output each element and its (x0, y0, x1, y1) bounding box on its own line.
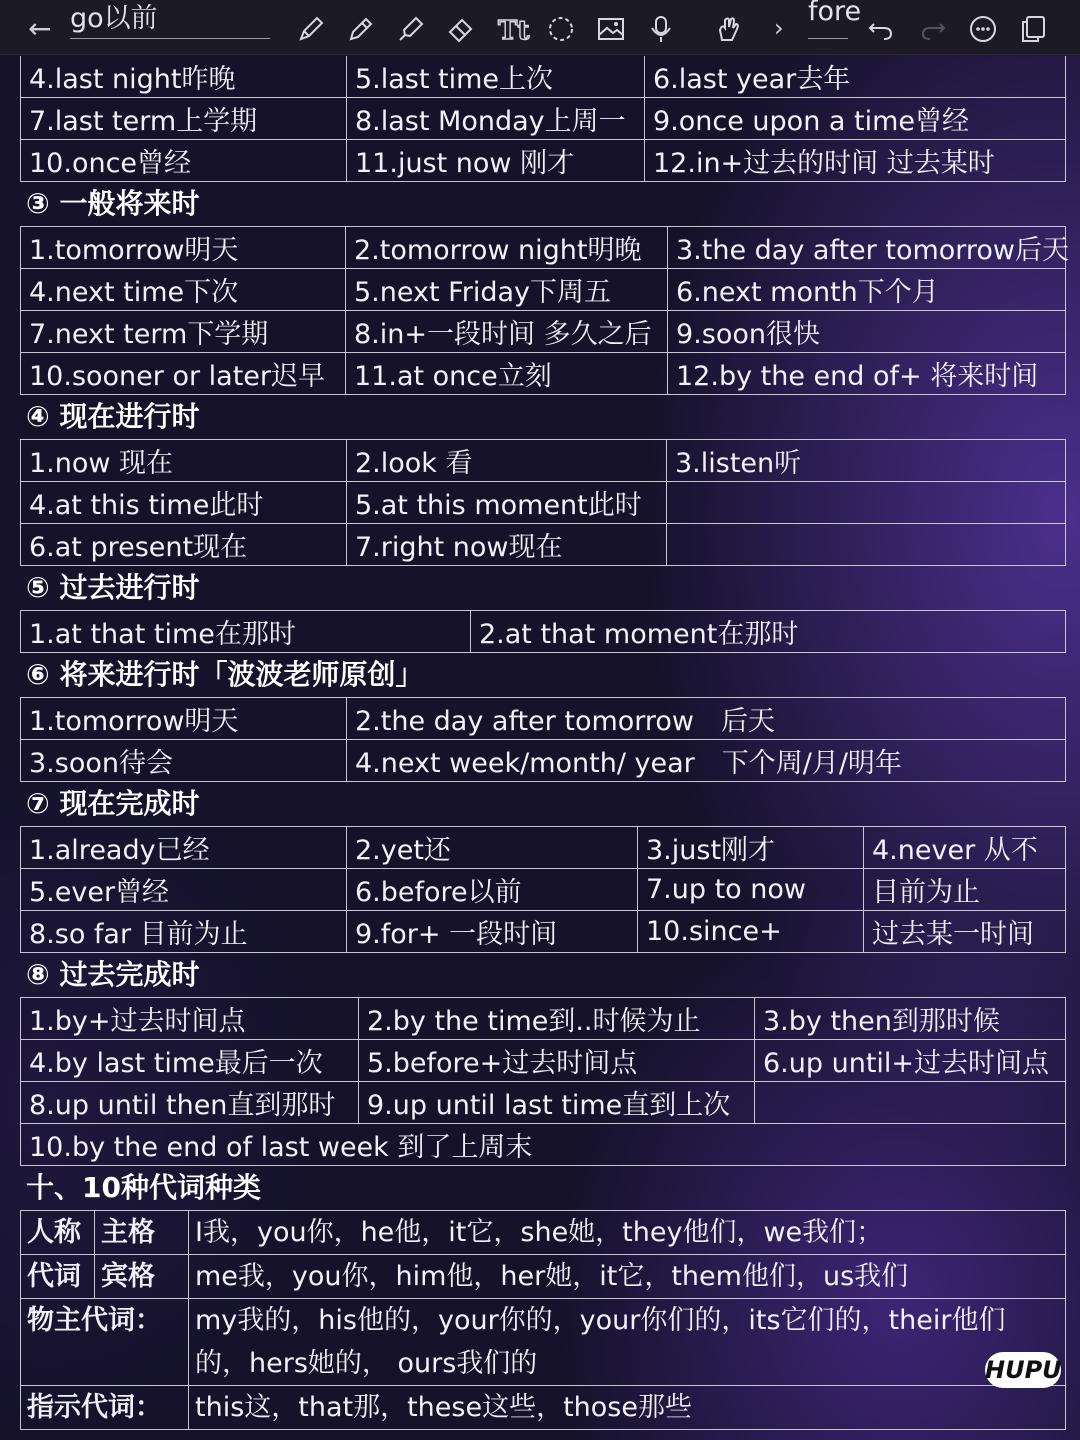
table-cell: 2.at that moment在那时 (471, 611, 1066, 653)
possessive-pronoun-label: 物主代词： (21, 1299, 189, 1386)
table-cell: 8.in+一段时间 多久之后 (346, 311, 668, 353)
table-cell: 7.last term上学期 (21, 98, 347, 140)
table-cell: 12.by the end of+ 将来时间 (668, 353, 1066, 395)
possessive-line-2: 的，hers她的， ours我们的 (195, 1348, 538, 1379)
table-cell: 6.before以前 (347, 869, 638, 911)
table-cell: 4.next week/month/ year 下个周/月/明年 (347, 740, 1066, 782)
table-row (21, 1386, 1066, 1430)
section-heading: ⑥ 将来进行时「波波老师原创」 (26, 658, 424, 691)
table-cell: 8.so far 目前为止 (21, 911, 347, 953)
highlighter-icon[interactable] (396, 14, 426, 44)
table-cell: 9.once upon a time曾经 (645, 98, 1066, 140)
table-row (21, 440, 1066, 482)
gesture-icon[interactable] (714, 14, 744, 44)
table-row (21, 611, 1066, 653)
table-row (21, 353, 1066, 395)
hupu-watermark-logo: HUPU (985, 1352, 1061, 1388)
toolbar (0, 0, 1080, 55)
table-cell: 1.by+过去时间点 (21, 998, 359, 1040)
table-cell: 5.at this moment此时 (347, 482, 667, 524)
past-progressive-table (20, 610, 1066, 653)
table-row (21, 740, 1066, 782)
table-cell: 4.never 从不 (864, 827, 1066, 869)
present-perfect-table (20, 826, 1066, 953)
past-perfect-table (20, 997, 1066, 1166)
table-cell: 5.before+过去时间点 (359, 1040, 755, 1082)
section-heading: 十、10种代词种类 (26, 1171, 261, 1204)
table-row (21, 1255, 1066, 1299)
table-row (21, 827, 1066, 869)
table-cell (667, 482, 1066, 524)
svg-text:Tt: Tt (498, 16, 530, 46)
table-row (21, 311, 1066, 353)
table-row (21, 1211, 1066, 1255)
table-cell: 目前为止 (864, 869, 1066, 911)
table-row (21, 998, 1066, 1040)
table-row (21, 1082, 1066, 1124)
table-cell: 9.up until last time直到上次 (359, 1082, 755, 1124)
object-pronouns: me我，you你，him他，her她，it它，them他们，us我们 (189, 1255, 1066, 1299)
pronoun-table (20, 1210, 1066, 1430)
section-heading: ③ 一般将来时 (26, 187, 200, 220)
table-cell: 6.next month下个月 (668, 269, 1066, 311)
table-cell: 4.last night昨晚 (21, 56, 347, 98)
table-row (21, 524, 1066, 566)
table-cell: 9.soon很快 (668, 311, 1066, 353)
table-cell: 10.since+ (638, 911, 864, 953)
table-row (21, 227, 1066, 269)
demonstrative-pronoun-label: 指示代词： (21, 1386, 189, 1430)
table-cell (667, 524, 1066, 566)
table-row (21, 911, 1066, 953)
table-cell: 6.last year去年 (645, 56, 1066, 98)
table-cell: 5.last time上次 (347, 56, 645, 98)
demonstrative-pronouns: this这，that那，these这些，those那些 (189, 1386, 1066, 1430)
table-cell: 2.the day after tomorrow 后天 (347, 698, 1066, 740)
table-cell: 6.up until+过去时间点 (755, 1040, 1066, 1082)
table-cell: 12.in+过去的时间 过去某时 (645, 140, 1066, 182)
possessive-line-1: my我的，his他的，your你的，your你们的，its它们的，their他们 (195, 1305, 1006, 1336)
table-cell: 7.next term下学期 (21, 311, 346, 353)
past-tense-table (20, 56, 1066, 182)
table-row (21, 269, 1066, 311)
undo-icon[interactable] (866, 14, 896, 44)
table-row (21, 1299, 1066, 1386)
table-row (21, 1124, 1066, 1166)
chevron-right-icon[interactable]: › (774, 14, 784, 42)
table-row (21, 1040, 1066, 1082)
table-cell (755, 1082, 1066, 1124)
table-cell: 3.listen听 (667, 440, 1066, 482)
table-cell: 5.next Friday下周五 (346, 269, 668, 311)
personal-pronoun-label-2: 代词 (21, 1255, 95, 1299)
table-cell: 5.ever曾经 (21, 869, 347, 911)
table-row (21, 869, 1066, 911)
simple-future-table (20, 226, 1070, 395)
table-cell: 4.by last time最后一次 (21, 1040, 359, 1082)
note-title-field[interactable]: go以前 (70, 0, 270, 39)
table-cell: 6.at present现在 (21, 524, 347, 566)
table-cell: 2.tomorrow night明晚 (346, 227, 668, 269)
present-progressive-table (20, 439, 1066, 566)
microphone-icon[interactable] (646, 14, 676, 44)
table-cell: 3.just刚才 (638, 827, 864, 869)
table-cell: 4.at this time此时 (21, 482, 347, 524)
table-cell: 4.next time下次 (21, 269, 346, 311)
section-heading: ⑧ 过去完成时 (26, 958, 200, 991)
eraser-icon[interactable] (446, 14, 476, 44)
section-heading: ④ 现在进行时 (26, 400, 200, 433)
section-heading: ⑦ 现在完成时 (26, 787, 200, 820)
section-heading: ⑤ 过去进行时 (26, 571, 200, 604)
personal-pronoun-label: 人称 (21, 1211, 95, 1255)
table-cell: 10.once曾经 (21, 140, 347, 182)
table-cell: 11.just now 刚才 (347, 140, 645, 182)
table-cell: 3.by then到那时候 (755, 998, 1066, 1040)
table-cell: 1.at that time在那时 (21, 611, 471, 653)
lasso-icon[interactable] (546, 14, 576, 44)
back-arrow-icon[interactable]: ← (28, 12, 52, 45)
note-content (20, 56, 1070, 1430)
pencil-icon[interactable] (296, 14, 326, 44)
note-title-field-2[interactable]: fore (808, 0, 848, 39)
table-cell: 2.yet还 (347, 827, 638, 869)
table-cell: 8.last Monday上周一 (347, 98, 645, 140)
table-cell: 7.up to now (638, 869, 864, 911)
marker-icon[interactable] (346, 14, 376, 44)
table-cell: 1.tomorrow明天 (21, 698, 347, 740)
table-cell: 1.already已经 (21, 827, 347, 869)
text-icon[interactable] (496, 14, 530, 46)
pages-icon[interactable] (1018, 14, 1048, 44)
table-row (21, 698, 1066, 740)
more-icon[interactable] (968, 14, 998, 44)
table-cell: 3.the day after tomorrow后天 (668, 227, 1066, 269)
table-cell: 2.by the time到..时候为止 (359, 998, 755, 1040)
table-cell: 2.look 看 (347, 440, 667, 482)
table-cell: 11.at once立刻 (346, 353, 668, 395)
subject-case-label: 主格 (95, 1211, 189, 1255)
table-row (21, 56, 1066, 98)
possessive-pronouns (189, 1299, 1066, 1386)
table-cell: 7.right now现在 (347, 524, 667, 566)
object-case-label: 宾格 (95, 1255, 189, 1299)
table-row (21, 482, 1066, 524)
table-cell: 1.now 现在 (21, 440, 347, 482)
table-row (21, 140, 1066, 182)
table-cell: 过去某一时间 (864, 911, 1066, 953)
table-cell: 10.sooner or later迟早 (21, 353, 346, 395)
subject-pronouns: I我，you你，he他，it它，she她，they他们，we我们； (189, 1211, 1066, 1255)
table-cell: 10.by the end of last week 到了上周末 (21, 1124, 1066, 1166)
table-cell: 1.tomorrow明天 (21, 227, 346, 269)
table-cell: 9.for+ 一段时间 (347, 911, 638, 953)
redo-icon[interactable] (918, 14, 948, 44)
table-cell: 3.soon待会 (21, 740, 347, 782)
image-icon[interactable] (596, 14, 626, 44)
table-row (21, 98, 1066, 140)
future-progressive-table (20, 697, 1066, 782)
table-cell: 8.up until then直到那时 (21, 1082, 359, 1124)
